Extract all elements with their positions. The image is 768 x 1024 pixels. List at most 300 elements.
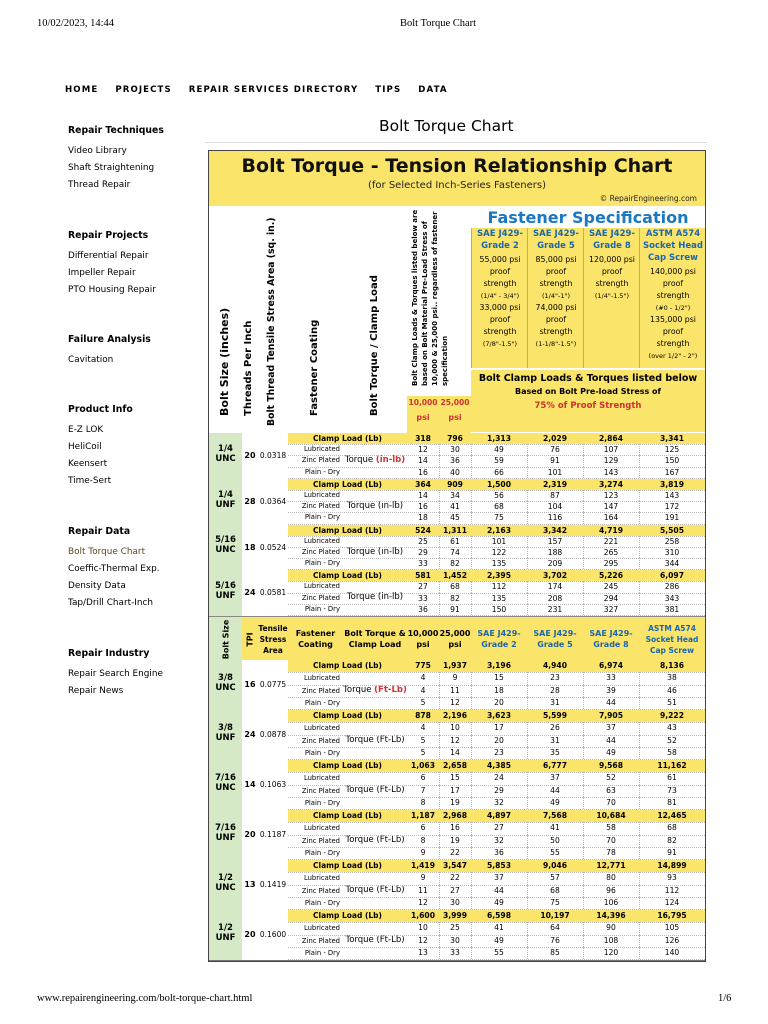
grade-strength-text: 85,000 psi: [535, 255, 577, 264]
psi-label: psi: [416, 413, 430, 422]
clamp-load-value: 9,046: [527, 860, 584, 872]
torque-value: 66: [471, 467, 528, 478]
nav-data[interactable]: DATA: [418, 85, 448, 95]
torque-value: 5: [407, 697, 440, 709]
bolt-size: 7/16: [215, 773, 236, 783]
mid-header-p10: 10,000 psi: [407, 629, 439, 649]
torque-value: 101: [527, 467, 584, 478]
torque-value: 20: [471, 697, 528, 709]
stress-area-cell: 0.0775: [258, 660, 288, 710]
torque-value: 78: [583, 847, 640, 859]
bolt-size-cell: [209, 760, 242, 810]
coating-label: Zinc Plated: [301, 936, 340, 945]
grade-name: Grade 2: [481, 241, 519, 251]
col-header-preload-note: [407, 206, 472, 397]
sidebar-link[interactable]: Density Data: [68, 581, 126, 591]
stress-area-cell: 0.0318: [258, 433, 288, 479]
nav-tips[interactable]: TIPS: [375, 85, 402, 95]
torque-value: 93: [639, 872, 706, 884]
sidebar-link[interactable]: HeliCoil: [68, 442, 102, 452]
bolt-size-cell: [209, 570, 242, 616]
grade-strength-text: 55,000 psi: [479, 255, 521, 264]
clamp-load-value: 5,226: [583, 570, 640, 581]
tpi-cell: 13: [242, 860, 258, 910]
torque-value: 4: [407, 685, 440, 697]
torque-value: 80: [583, 872, 640, 884]
grade-name: ASTM A574: [645, 229, 701, 239]
torque-value: 18: [407, 512, 440, 523]
coating-label: Plain - Dry: [304, 848, 340, 857]
clamp-load-value: 16,795: [639, 910, 706, 922]
mid-header-grade8: SAE J429- Grade 8: [589, 629, 633, 649]
grade-spec-column: [471, 228, 528, 368]
clamp-load-value: 2,163: [471, 525, 528, 536]
clamp-load-value: 775: [407, 660, 440, 672]
torque-value: 28: [527, 685, 584, 697]
torque-value: 57: [527, 872, 584, 884]
print-page-number: 1/6: [718, 993, 732, 1004]
stress-area-cell: 0.1063: [258, 760, 288, 810]
torque-value: 4: [407, 672, 440, 684]
sidebar-link[interactable]: Shaft Straightening: [68, 163, 155, 173]
torque-value: 82: [439, 558, 472, 569]
sidebar-section: [68, 404, 133, 490]
torque-value: 167: [639, 467, 706, 478]
coating-label: Lubricated: [303, 582, 340, 591]
bolt-size-block: [209, 860, 705, 911]
torque-value: 29: [471, 785, 528, 797]
clamp-load-value: 364: [407, 479, 440, 490]
torque-unit-label: Torque (in-lb): [346, 500, 404, 511]
torque-value: 208: [527, 593, 584, 604]
torque-value: 104: [527, 501, 584, 512]
sidebar-link[interactable]: Repair News: [68, 686, 124, 696]
torque-value: 135: [471, 558, 528, 569]
col-header-torque: [343, 206, 408, 434]
torque-value: 231: [527, 604, 584, 615]
torque-value: 9: [439, 672, 472, 684]
torque-value: 15: [439, 772, 472, 784]
torque-value: 75: [527, 897, 584, 909]
clamp-load-value: 1,937: [439, 660, 472, 672]
clamp-load-value: 6,598: [471, 910, 528, 922]
torque-value: 17: [439, 785, 472, 797]
clamp-load-value: 2,968: [439, 810, 472, 822]
sidebar-heading: Repair Techniques: [68, 125, 164, 136]
torque-value: 294: [583, 593, 640, 604]
chart-title: Bolt Torque - Tension Relationship Chart: [241, 155, 673, 177]
bolt-size-cell: [209, 433, 242, 479]
grade-strength-text: (over 1/2" - 2"): [648, 352, 698, 360]
coating-label: Plain - Dry: [304, 798, 340, 807]
sidebar-link[interactable]: Repair Search Engine: [68, 669, 163, 679]
torque-value: 76: [527, 444, 584, 455]
torque-value: 9: [407, 847, 440, 859]
torque-value: 25: [439, 922, 472, 934]
torque-value: 56: [471, 490, 528, 501]
torque-value: 5: [407, 735, 440, 747]
torque-value: 12: [439, 697, 472, 709]
sidebar-link[interactable]: Video Library: [68, 146, 127, 156]
torque-value: 32: [471, 797, 528, 809]
grade-spec-column: [583, 228, 640, 368]
clamp-load-value: 3,623: [471, 710, 528, 722]
torque-value: 129: [583, 455, 640, 466]
torque-value: 43: [639, 722, 706, 734]
sidebar-link[interactable]: Thread Repair: [68, 180, 131, 190]
sidebar-link-active[interactable]: Bolt Torque Chart: [68, 547, 146, 557]
grade-strength-text: strength: [656, 291, 690, 300]
coating-label: Plain - Dry: [304, 898, 340, 907]
bolt-size-block: [209, 660, 705, 711]
torque-value: 18: [471, 685, 528, 697]
bolt-size-cell: [209, 525, 242, 571]
coating-label: Lubricated: [303, 490, 340, 499]
clamp-load-label: Clamp Load (Lb): [288, 760, 407, 772]
torque-value: 82: [639, 835, 706, 847]
thread-series: UNF: [215, 733, 236, 743]
grade-name: SAE J429-: [477, 229, 523, 239]
bolt-size-block: [209, 710, 705, 761]
torque-value: 82: [439, 593, 472, 604]
grade-name: SAE J429-: [533, 229, 579, 239]
torque-value: 46: [639, 685, 706, 697]
sidebar-heading: Product Info: [68, 404, 133, 415]
thread-series: UNF: [215, 933, 236, 943]
torque-value: 58: [583, 822, 640, 834]
bolt-torque-chart-image: [208, 150, 706, 962]
torque-value: 22: [439, 847, 472, 859]
tpi-cell: 16: [242, 660, 258, 710]
torque-value: 30: [439, 897, 472, 909]
bolt-size-block: [209, 910, 705, 961]
torque-value: 23: [471, 747, 528, 759]
page-title: Bolt Torque Chart: [379, 117, 514, 135]
torque-value: 16: [439, 822, 472, 834]
torque-value: 327: [583, 604, 640, 615]
torque-value: 5: [407, 747, 440, 759]
clamp-load-value: 14,396: [583, 910, 640, 922]
torque-value: 31: [527, 697, 584, 709]
sidebar-link[interactable]: Impeller Repair: [68, 268, 136, 278]
grade-strength-text: proof: [545, 267, 567, 276]
torque-value: 8: [407, 797, 440, 809]
stress-area-cell: 0.0878: [258, 710, 288, 760]
clamp-load-value: 3,342: [527, 525, 584, 536]
torque-value: 124: [639, 897, 706, 909]
clamp-load-value: 909: [439, 479, 472, 490]
tpi-cell: 18: [242, 525, 258, 571]
torque-value: 31: [527, 735, 584, 747]
clamp-load-label: Clamp Load (Lb): [288, 910, 407, 922]
torque-value: 19: [439, 835, 472, 847]
grade-strength-text: proof: [662, 279, 684, 288]
coating-label: Lubricated: [303, 724, 340, 733]
grade-strength-text: (1/4"-1"): [542, 292, 570, 300]
torque-value: 59: [471, 455, 528, 466]
sidebar-link[interactable]: Keensert: [68, 459, 108, 469]
bolt-size: 1/4: [218, 489, 233, 500]
coating-label: Plain - Dry: [304, 467, 340, 476]
coating-label: Zinc Plated: [301, 736, 340, 745]
clamp-load-value: 1,419: [407, 860, 440, 872]
torque-value: 140: [639, 947, 706, 959]
clamp-load-value: 524: [407, 525, 440, 536]
clamp-load-value: 8,136: [639, 660, 706, 672]
torque-value: 108: [583, 935, 640, 947]
torque-value: 91: [439, 604, 472, 615]
clamp-load-value: 3,547: [439, 860, 472, 872]
thread-series: UNF: [215, 499, 236, 510]
torque-value: 49: [471, 444, 528, 455]
torque-value: 52: [639, 735, 706, 747]
torque-value: 106: [583, 897, 640, 909]
torque-unit-label: Torque (Ft-Lb): [345, 735, 405, 746]
col-header-coating-text: Fastener Coating: [309, 319, 320, 416]
mid-header-a574: ASTM A574 Socket Head Cap Screw: [645, 623, 699, 655]
col-header-tpi: [242, 206, 259, 434]
torque-value: 90: [583, 922, 640, 934]
torque-value: 295: [583, 558, 640, 569]
clamp-load-label: Clamp Load (Lb): [288, 660, 407, 672]
clamp-load-value: 3,999: [439, 910, 472, 922]
clamp-note-line1: Bolt Clamp Loads & Torques listed below: [478, 373, 698, 384]
torque-value: 11: [407, 885, 440, 897]
grade-strength-text: proof: [489, 315, 511, 324]
coating-label: Plain - Dry: [304, 513, 340, 522]
torque-value: 143: [639, 490, 706, 501]
grade-strength-text: 74,000 psi: [535, 303, 577, 312]
clamp-load-value: 1,500: [471, 479, 528, 490]
torque-value: 37: [583, 722, 640, 734]
torque-value: 147: [583, 501, 640, 512]
torque-value: 112: [471, 581, 528, 592]
grade-name: SAE J429-: [589, 229, 635, 239]
grade-strength-text: strength: [539, 279, 573, 288]
clamp-load-value: 1,187: [407, 810, 440, 822]
sidebar-link[interactable]: E-Z LOK: [68, 425, 104, 435]
print-date: 10/02/2023, 14:44: [37, 18, 115, 29]
clamp-load-value: 581: [407, 570, 440, 581]
torque-value: 16: [407, 501, 440, 512]
thread-series: UNC: [215, 683, 236, 693]
grade-strength-text: strength: [656, 339, 690, 348]
grade-strength-text: 135,000 psi: [650, 315, 696, 324]
coating-label: Lubricated: [303, 445, 340, 454]
clamp-load-label: Clamp Load (Lb): [288, 525, 407, 536]
torque-value: 76: [527, 935, 584, 947]
clamp-load-value: 10,684: [583, 810, 640, 822]
sidebar-section: [68, 125, 164, 194]
mid-header-p25: 25,000 psi: [439, 629, 471, 649]
coating-label: Plain - Dry: [304, 698, 340, 707]
thread-series: UNF: [215, 591, 236, 602]
torque-value: 45: [439, 512, 472, 523]
bolt-size-cell: [209, 710, 242, 760]
top-navigation: [65, 85, 465, 95]
torque-value: 209: [527, 558, 584, 569]
torque-value: 91: [527, 455, 584, 466]
clamp-load-value: 6,097: [639, 570, 706, 581]
grade-name: Grade 8: [593, 241, 631, 251]
tpi-cell: 14: [242, 760, 258, 810]
sidebar-link[interactable]: Time-Sert: [68, 476, 112, 486]
col-header-size-text: Bolt Size (inches): [218, 307, 231, 416]
grade-strength-text: 120,000 psi: [589, 255, 635, 264]
torque-value: 41: [471, 922, 528, 934]
p10-label: 10,000: [408, 398, 438, 407]
coating-label: Zinc Plated: [301, 547, 340, 556]
torque-value: 70: [583, 835, 640, 847]
tpi-cell: 20: [242, 433, 258, 479]
thread-series: UNC: [215, 883, 236, 893]
clamp-load-label: Clamp Load (Lb): [288, 570, 407, 581]
torque-value: 33: [439, 947, 472, 959]
torque-value: 107: [583, 444, 640, 455]
clamp-load-value: 12,465: [639, 810, 706, 822]
clamp-load-value: 878: [407, 710, 440, 722]
torque-value: 34: [439, 490, 472, 501]
sidebar-heading: Repair Data: [68, 526, 131, 537]
torque-unit-label: Torque (in-lb): [344, 455, 406, 466]
torque-unit-label: Torque (Ft-Lb): [345, 835, 405, 846]
torque-value: 37: [471, 872, 528, 884]
grade-strength-text: (#0 - 1/2"): [655, 304, 691, 312]
fastener-spec-header: [471, 206, 705, 433]
torque-value: 15: [471, 672, 528, 684]
torque-value: 120: [583, 947, 640, 959]
torque-value: 96: [583, 885, 640, 897]
mid-header-grade5: SAE J429- Grade 5: [533, 629, 577, 649]
torque-value: 49: [471, 935, 528, 947]
mid-header-torque: Bolt Torque & Clamp Load: [344, 629, 406, 649]
print-title: Bolt Torque Chart: [400, 18, 477, 29]
sidebar-heading: Repair Projects: [68, 230, 149, 241]
grade-strength-text: proof: [601, 267, 623, 276]
torque-value: 11: [439, 685, 472, 697]
torque-value: 30: [439, 935, 472, 947]
clamp-load-value: 11,162: [639, 760, 706, 772]
clamp-load-label: Clamp Load (Lb): [288, 860, 407, 872]
torque-value: 17: [471, 722, 528, 734]
clamp-load-value: 9,568: [583, 760, 640, 772]
sidebar-heading: Failure Analysis: [68, 334, 151, 345]
torque-value: 51: [639, 697, 706, 709]
sidebar-section: [68, 334, 151, 369]
torque-value: 245: [583, 581, 640, 592]
torque-value: 9: [407, 872, 440, 884]
chart-subtitle: (for Selected Inch-Series Fasteners): [368, 180, 546, 191]
coating-label: Lubricated: [303, 824, 340, 833]
nav-repair-services-directory[interactable]: REPAIR SERVICES DIRECTORY: [188, 85, 359, 95]
thread-series: UNC: [215, 545, 236, 556]
torque-value: 70: [583, 797, 640, 809]
sidebar-section: [68, 648, 163, 700]
sidebar-heading: Repair Industry: [68, 648, 150, 659]
torque-value: 116: [527, 512, 584, 523]
preload-note-text: Bolt Clamp Loads & Torques listed below are based on Bolt Material Pre-Load Stress of 10,000 & 25,000 psi.. regardless of fastener specification: [411, 209, 449, 386]
coating-label: Plain - Dry: [304, 748, 340, 757]
sidebar-link[interactable]: PTO Housing Repair: [68, 285, 156, 295]
torque-value: 36: [439, 455, 472, 466]
torque-value: 33: [583, 672, 640, 684]
mid-column-header: [209, 616, 705, 662]
coating-label: Lubricated: [303, 924, 340, 933]
clamp-load-value: 796: [439, 433, 472, 444]
torque-value: 52: [583, 772, 640, 784]
clamp-load-value: 7,568: [527, 810, 584, 822]
coating-label: Zinc Plated: [301, 786, 340, 795]
torque-value: 61: [439, 536, 472, 547]
torque-value: 64: [527, 922, 584, 934]
clamp-load-value: 2,029: [527, 433, 584, 444]
nav-projects[interactable]: PROJECTS: [115, 85, 172, 95]
bolt-size: 3/8: [218, 673, 233, 683]
nav-home[interactable]: HOME: [65, 85, 99, 95]
clamp-load-value: 5,599: [527, 710, 584, 722]
torque-unit-label: Torque (Ft-Lb): [343, 685, 407, 696]
clamp-load-value: 7,905: [583, 710, 640, 722]
torque-value: 14: [439, 747, 472, 759]
clamp-note: [471, 370, 705, 432]
clamp-load-value: 6,974: [583, 660, 640, 672]
torque-value: 143: [583, 467, 640, 478]
torque-value: 27: [439, 885, 472, 897]
col-header-coating: [288, 206, 344, 434]
grade-spec-column: [527, 228, 584, 368]
coating-label: Plain - Dry: [304, 948, 340, 957]
torque-value: 58: [639, 747, 706, 759]
stress-area-cell: 0.0524: [258, 525, 288, 571]
clamp-load-value: 1,311: [439, 525, 472, 536]
sidebar-link[interactable]: Tap/Drill Chart-Inch: [68, 598, 154, 608]
sidebar-link[interactable]: Differential Repair: [68, 251, 149, 261]
bolt-size-cell: [209, 810, 242, 860]
grade-strength-text: (1/4"-1.5"): [594, 292, 630, 300]
torque-value: 87: [527, 490, 584, 501]
torque-value: 81: [639, 797, 706, 809]
torque-value: 112: [639, 885, 706, 897]
torque-value: 14: [407, 490, 440, 501]
torque-value: 122: [471, 547, 528, 558]
clamp-load-value: 4,385: [471, 760, 528, 772]
clamp-load-value: 6,777: [527, 760, 584, 772]
grade-strength-text: strength: [483, 327, 517, 336]
col-header-area-text: Bolt Thread Tensile Stress Area (sq. in.): [266, 217, 277, 426]
sidebar-link[interactable]: Coeffic-Thermal Exp.: [68, 564, 160, 574]
torque-value: 8: [407, 835, 440, 847]
torque-value: 105: [639, 922, 706, 934]
sidebar-link[interactable]: Cavitation: [68, 355, 114, 365]
torque-value: 49: [583, 747, 640, 759]
psi-label: psi: [448, 413, 462, 422]
torque-value: 36: [471, 847, 528, 859]
grade-spec-column: [639, 228, 706, 368]
print-url[interactable]: www.repairengineering.com/bolt-torque-chart.html: [37, 993, 253, 1004]
torque-unit-label: Torque (in-lb): [346, 592, 404, 603]
sidebar-section: [68, 230, 156, 299]
torque-value: 50: [527, 835, 584, 847]
grade-strength-text: proof: [545, 315, 567, 324]
torque-value: 172: [639, 501, 706, 512]
torque-value: 49: [471, 897, 528, 909]
torque-value: 75: [471, 512, 528, 523]
torque-value: 91: [639, 847, 706, 859]
coating-label: Zinc Plated: [301, 456, 340, 465]
torque-value: 221: [583, 536, 640, 547]
grade-strength-text: strength: [483, 279, 517, 288]
torque-value: 26: [527, 722, 584, 734]
